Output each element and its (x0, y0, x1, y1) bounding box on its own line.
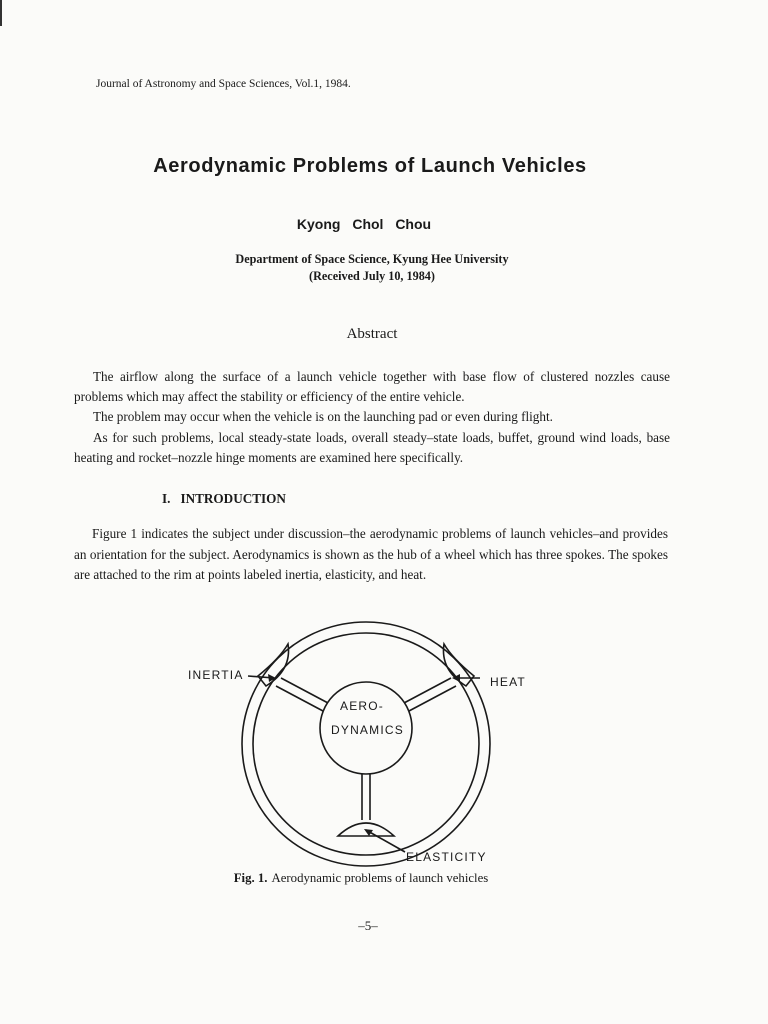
spoke-inertia-a (281, 678, 328, 703)
hub-label-line2: DYNAMICS (331, 723, 404, 737)
affiliation: Department of Space Science, Kyung Hee University (235, 252, 509, 266)
wheel-inner-rim (253, 633, 479, 855)
author-name: Kyong Chol Chou (296, 216, 432, 232)
section-heading (162, 491, 286, 507)
section-number: I. (162, 491, 171, 506)
wheel-diagram (180, 602, 540, 872)
abstract-heading: Abstract (346, 326, 398, 342)
affiliation-block (0, 251, 744, 285)
paper-title: Aerodynamic Problems of Launch Vehicles (153, 155, 587, 177)
elasticity-label: ELASTICITY (406, 850, 487, 864)
figure-caption (0, 871, 722, 886)
caption-number: Fig. 1. (233, 871, 268, 885)
hub-label-line1: AERO- (340, 699, 385, 713)
heat-label: HEAT (490, 675, 526, 689)
introduction-paragraph: Figure 1 indicates the subject under discussion–the aerodynamic problems of launch vehicles–and provides an orientation for the subject. Aerodynamics is shown as the hub of a wheel which has three spokes. The spokes are attached to the rim at points labeled inertia, elasticity, and heat. (74, 526, 668, 583)
received-date: (Received July 10, 1984) (309, 269, 435, 283)
wheel-figure (180, 602, 540, 872)
abstract-paragraph: The problem may occur when the vehicle is on the launching pad or even during flight. (93, 409, 553, 425)
spoke-heat-a (404, 678, 451, 703)
inertia-arrowhead (268, 674, 276, 682)
elasticity-arrow (366, 830, 405, 852)
spoke-inertia-b (276, 686, 323, 711)
page-edge-mark (0, 0, 2, 26)
page-number: –5– (358, 918, 378, 933)
caption-text: Aerodynamic problems of launch vehicles (271, 871, 489, 885)
abstract-paragraph: As for such problems, local steady-state loads, overall steady–state loads, buffet, ground wind loads, base heating and rocket–nozzle hinge moments are examined here specifically. (74, 429, 670, 465)
abstract-body (74, 367, 670, 468)
section-title: INTRODUCTION (180, 491, 286, 506)
spoke-heat-b (409, 686, 456, 711)
inertia-label: INERTIA (188, 668, 244, 682)
introduction-body (74, 524, 668, 586)
journal-header: Journal of Astronomy and Space Sciences, Vol.1, 1984. (96, 78, 351, 90)
abstract-paragraph: The airflow along the surface of a launch vehicle together with base flow of clustered nozzles cause problems which may affect the stability or efficiency of the entire vehicle. (74, 369, 670, 405)
